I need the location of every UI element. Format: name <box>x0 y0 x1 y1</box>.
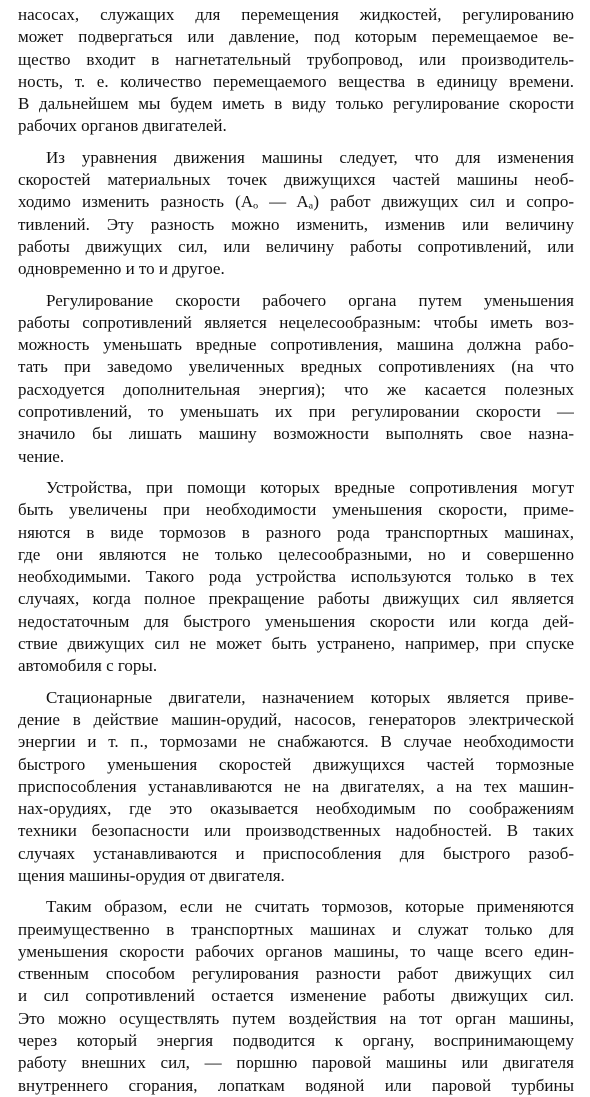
text-line: рабочих органов двигателей. <box>18 116 227 136</box>
text-line: и сил сопротивлений остается изменение работы движущих сил. <box>18 986 574 1006</box>
paragraph-6 <box>18 896 574 1097</box>
text-line: няются в виде тормозов в разного рода транспортных машинах, <box>18 522 574 542</box>
text-line: щения машины-орудия от двигателя. <box>18 865 285 885</box>
text-line: значило бы лишать машину возможности выполнять свое назна- <box>18 424 574 444</box>
text-line: тать при заведомо увеличенных вредных сопротивлениях (на что <box>18 357 574 377</box>
text-line: Из уравнения движения машины следует, что для изменения <box>46 147 574 167</box>
paragraph-5 <box>18 687 574 888</box>
text-line: уменьшения скорости рабочих органов машины, то чаще всего един- <box>18 941 574 961</box>
text-line: насосах, служащих для перемещения жидкостей, регулированию <box>18 5 574 24</box>
text-line: необходимыми. Такого рода устройства используются только в тех <box>18 567 574 587</box>
text-line: автомобиля с горы. <box>18 656 158 676</box>
paragraph-2 <box>18 147 574 281</box>
text-line: дение в действие машин-орудий, насосов, генераторов электрической <box>18 709 574 729</box>
text-line: ность, т. е. количество перемещаемого вещества в единицу времени. <box>18 71 574 91</box>
text-line: ственным способом регулирования разности работ движущих сил <box>18 964 574 984</box>
text-line: работу внешних сил, — поршню паровой машины или двигателя <box>18 1053 574 1073</box>
text-line: приспособления устанавливаются не на двигателях, а на тех машин- <box>18 776 574 796</box>
text-line: можность уменьшать вредные сопротивления, машина должна рабо- <box>18 335 574 355</box>
text-line: сопротивлений, то уменьшать их при регулировании скорости — <box>18 402 574 422</box>
text-line: случаях, когда полное прекращение работы движущих сил является <box>18 589 574 609</box>
text-line: В дальнейшем мы будем иметь в виду только регулирование скорости <box>18 94 574 114</box>
text-line: нах-орудиях, где это оказывается необходимым по соображениям <box>18 799 574 819</box>
text-line: внутреннего сгорания, лопаткам водяной или паровой турбины <box>18 1075 574 1095</box>
text-line: энергии и т. п., тормозами не снабжаются. В случае необходимости <box>18 732 574 752</box>
text-line: Устройства, при помощи которых вредные сопротивления могут <box>46 477 574 497</box>
text-line: где они являются не только целесообразными, но и совершенно <box>18 544 574 564</box>
text-line: расходуется дополнительная энергия); что же касается полезных <box>18 379 574 399</box>
paragraph-1 <box>18 4 574 138</box>
text-line: случаях устанавливаются и приспособления для быстрого разоб- <box>18 843 574 863</box>
text-line: техники безопасности или производственных надобностей. В таких <box>18 821 574 841</box>
text-line: преимущественно в транспортных машинах и служат только для <box>18 919 574 939</box>
text-line: Это можно осуществлять путем воздействия на тот орган машины, <box>18 1008 574 1028</box>
text-line: через который энергия подводится к органу, воспринимающему <box>18 1031 574 1051</box>
paragraph-3 <box>18 290 574 468</box>
text-line: щество входит в нагнетательный трубопровод, или производитель- <box>18 49 574 69</box>
text-line: одновременно и то и другое. <box>18 259 225 279</box>
text-line: Регулирование скорости рабочего органа путем уменьшения <box>46 290 574 310</box>
text-line: чение. <box>18 446 65 466</box>
text-line: Таким образом, если не считать тормозов, которые применяются <box>46 897 574 917</box>
text-line: тивлений. Эту разность можно изменить, изменив или величину <box>18 214 574 234</box>
text-line: скоростей материальных точек движущихся частей машины необ- <box>18 170 574 190</box>
paragraph-4 <box>18 477 574 678</box>
text-line: работы сопротивлений является нецелесообразным: чтобы иметь воз- <box>18 312 574 332</box>
text-line: ствие движущих сил не может быть устранено, например, при спуске <box>18 634 574 654</box>
text-line: работы движущих сил, или величину работы сопротивлений, или <box>18 236 574 256</box>
text-line: быть увеличены при необходимости уменьшения скорости, приме- <box>18 500 574 520</box>
text-line: недостаточным для быстрого уменьшения скорости или когда дей- <box>18 611 574 631</box>
text-line: Стационарные двигатели, назначением которых является приве- <box>46 687 574 707</box>
text-line: быстрого уменьшения скоростей движущихся частей тормозные <box>18 754 574 774</box>
text-line-with-formula: ходимо изменить разность (Aₒ — Aₐ) работ движущих сил и сопро- <box>18 192 574 212</box>
text-line: может подвергаться или давление, под которым перемещаемое ве- <box>18 27 574 47</box>
